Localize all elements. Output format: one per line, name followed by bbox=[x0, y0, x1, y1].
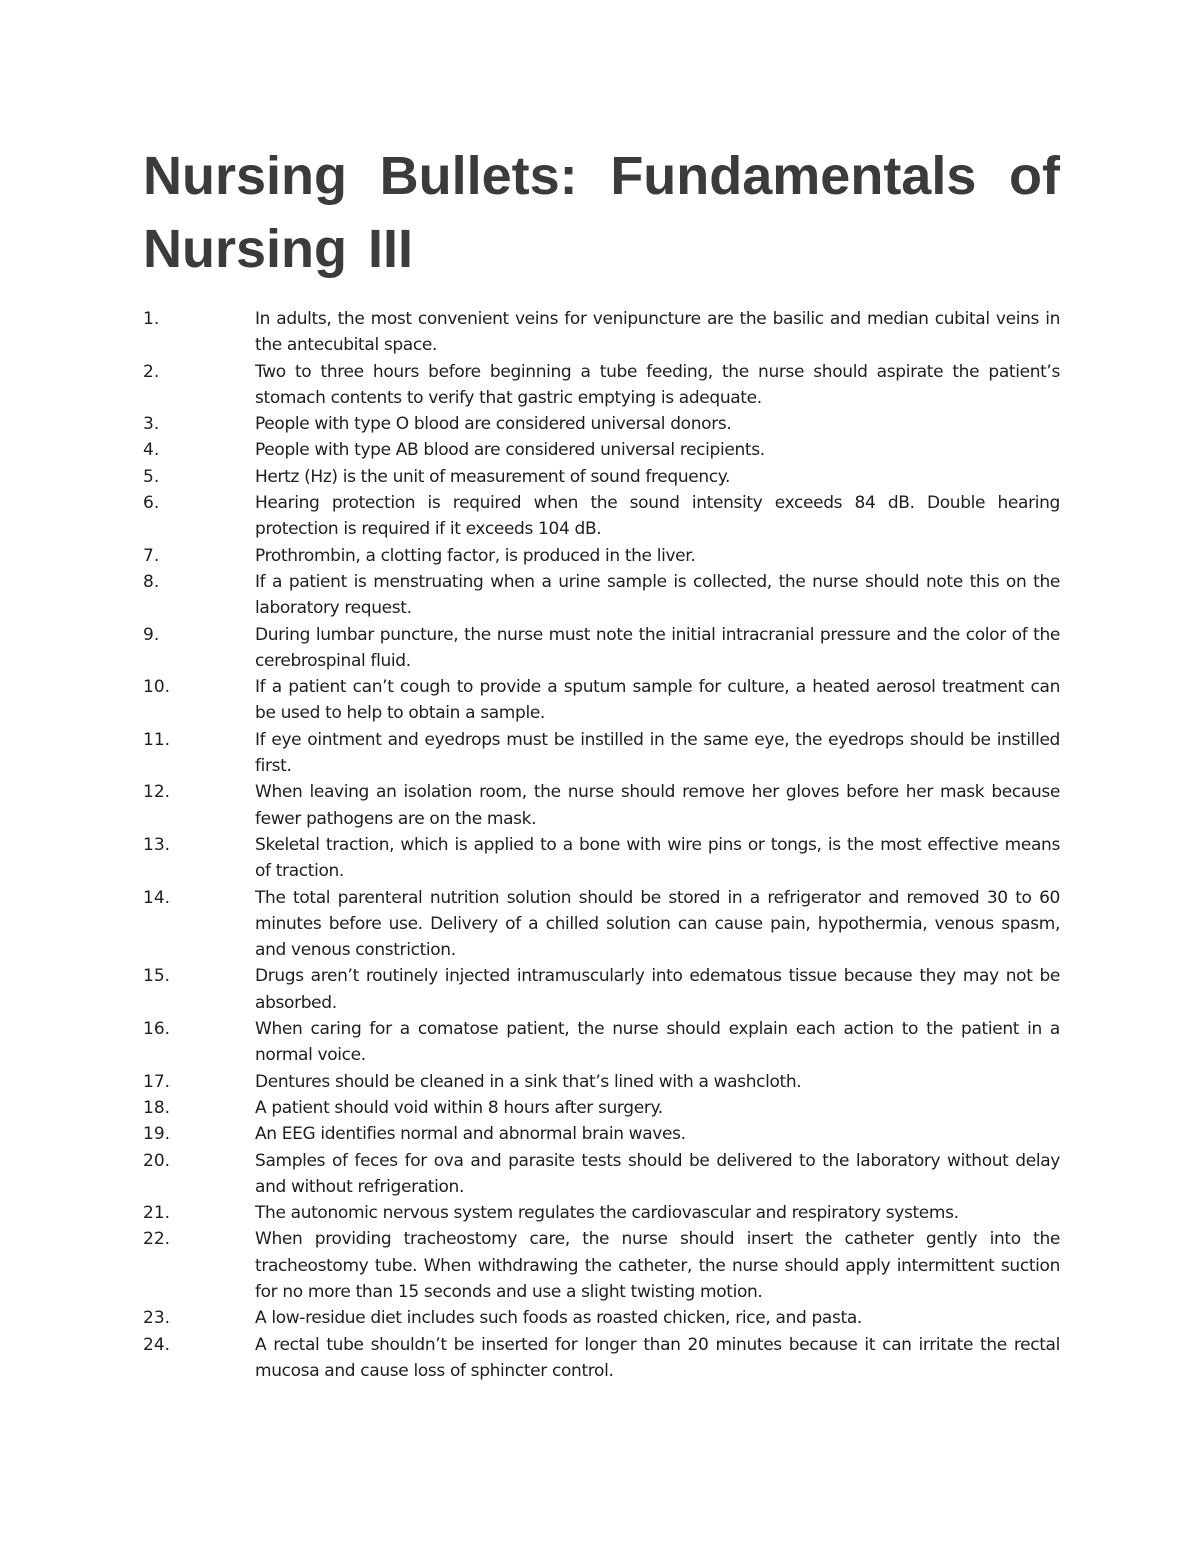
list-item-text: Hearing protection is required when the sound intensity exceeds 84 dB. Double hearing protection is required if it exceeds 104 dB. bbox=[255, 493, 1060, 540]
list-item-number: 19. bbox=[143, 1124, 171, 1145]
list-item-number: 5. bbox=[143, 466, 160, 487]
list-item-number: 8. bbox=[143, 571, 160, 592]
list-item-number: 1. bbox=[143, 309, 160, 329]
list-item-number: 4. bbox=[143, 440, 160, 461]
list-item-text: When leaving an isolation room, the nurse should remove her gloves before her mask because fewer pathogens are on the mask. bbox=[255, 782, 1060, 829]
list-item-text: A rectal tube shouldn’t be inserted for longer than 20 minutes because it can irritate the rectal mucosa and cause loss of sphincter control. bbox=[255, 1334, 1060, 1381]
list-item-number: 13. bbox=[143, 834, 171, 855]
list-item-text: During lumbar puncture, the nurse must note the initial intracranial pressure and the color of the cerebrospinal fluid. bbox=[255, 624, 1060, 671]
list-item-text: Two to three hours before beginning a tube feeding, the nurse should aspirate the patient’s stomach contents to verify that gastric emptying is adequate. bbox=[255, 361, 1060, 408]
list-item bbox=[143, 543, 1060, 569]
list-item-text: Skeletal traction, which is applied to a bone with wire pins or tongs, is the most effective means of traction. bbox=[255, 834, 1060, 882]
list-item bbox=[143, 963, 1060, 1016]
list-item bbox=[143, 1200, 1060, 1226]
list-item-text: When caring for a comatose patient, the nurse should explain each action to the patient in a normal voice. bbox=[255, 1019, 1060, 1066]
list-item-text: A patient should void within 8 hours after surgery. bbox=[255, 1097, 663, 1118]
list-item bbox=[143, 1332, 1060, 1385]
list-item-text: Prothrombin, a clotting factor, is produced in the liver. bbox=[255, 545, 696, 566]
list-item bbox=[143, 306, 1060, 359]
list-item bbox=[143, 1121, 1060, 1147]
list-item-text: If a patient is menstruating when a urine sample is collected, the nurse should note this on the laboratory request. bbox=[255, 571, 1060, 619]
list-item bbox=[143, 411, 1060, 437]
list-item-text: The total parenteral nutrition solution should be stored in a refrigerator and removed 30 to 60 minutes before use. Delivery of a chilled solution can cause pain, hypothermia, venous spasm, and venous constriction. bbox=[255, 887, 1060, 961]
list-item-text: Drugs aren’t routinely injected intramuscularly into edematous tissue because they may not be absorbed. bbox=[255, 966, 1060, 1013]
list-item bbox=[143, 359, 1060, 412]
list-item-number: 14. bbox=[143, 887, 171, 908]
list-item bbox=[143, 1226, 1060, 1305]
list-item bbox=[143, 779, 1060, 832]
list-item-number: 21. bbox=[143, 1203, 171, 1224]
list-item-number: 17. bbox=[143, 1071, 171, 1092]
list-item-number: 15. bbox=[143, 966, 171, 987]
list-item bbox=[143, 622, 1060, 675]
list-item-text: If a patient can’t cough to provide a sputum sample for culture, a heated aerosol treatment can be used to help to obtain a sample. bbox=[255, 677, 1060, 724]
list-item-text: A low-residue diet includes such foods as roasted chicken, rice, and pasta. bbox=[255, 1308, 862, 1329]
list-item-text: In adults, the most convenient veins for venipuncture are the basilic and median cubital veins in the antecubital space. bbox=[255, 309, 1060, 356]
list-item-number: 23. bbox=[143, 1308, 171, 1329]
list-item bbox=[143, 832, 1060, 885]
list-item-text: The autonomic nervous system regulates the cardiovascular and respiratory systems. bbox=[255, 1203, 959, 1224]
list-item bbox=[143, 1305, 1060, 1331]
list-item bbox=[143, 1148, 1060, 1201]
list-item bbox=[143, 437, 1060, 463]
list-item bbox=[143, 1016, 1060, 1069]
list-item bbox=[143, 885, 1060, 964]
list-item-number: 22. bbox=[143, 1229, 171, 1250]
list-item bbox=[143, 674, 1060, 727]
list-item bbox=[143, 569, 1060, 622]
list-item-number: 3. bbox=[143, 414, 160, 435]
list-item-number: 11. bbox=[143, 729, 171, 750]
list-item-number: 9. bbox=[143, 624, 160, 645]
list-item-number: 16. bbox=[143, 1019, 171, 1040]
list-item-number: 12. bbox=[143, 782, 171, 803]
bullet-list bbox=[143, 306, 1060, 1384]
list-item-number: 20. bbox=[143, 1150, 171, 1171]
document-page bbox=[143, 140, 1060, 1384]
list-item bbox=[143, 464, 1060, 490]
list-item bbox=[143, 490, 1060, 543]
list-item bbox=[143, 1095, 1060, 1121]
list-item-number: 6. bbox=[143, 493, 160, 514]
list-item-number: 7. bbox=[143, 545, 160, 566]
list-item-text: If eye ointment and eyedrops must be instilled in the same eye, the eyedrops should be instilled first. bbox=[255, 729, 1060, 777]
list-item-text: An EEG identifies normal and abnormal brain waves. bbox=[255, 1124, 686, 1145]
list-item-number: 10. bbox=[143, 677, 171, 698]
list-item-text: Samples of feces for ova and parasite tests should be delivered to the laboratory without delay and without refrigeration. bbox=[255, 1150, 1060, 1197]
list-item-text: Dentures should be cleaned in a sink that’s lined with a washcloth. bbox=[255, 1071, 802, 1092]
list-item bbox=[143, 1069, 1060, 1095]
list-item-number: 18. bbox=[143, 1097, 171, 1118]
list-item-text: Hertz (Hz) is the unit of measurement of sound frequency. bbox=[255, 466, 731, 487]
list-item-text: People with type AB blood are considered universal recipients. bbox=[255, 440, 765, 461]
list-item-text: People with type O blood are considered universal donors. bbox=[255, 414, 732, 435]
list-item-text: When providing tracheostomy care, the nurse should insert the catheter gently into the tracheostomy tube. When withdrawing the catheter, the nurse should apply intermittent suction for no more than 15 seconds and use a slight twisting motion. bbox=[255, 1229, 1060, 1302]
list-item-number: 24. bbox=[143, 1334, 171, 1355]
list-item-number: 2. bbox=[143, 361, 160, 382]
document-title: Nursing Bullets: Fundamentals of Nursing III bbox=[143, 146, 1060, 279]
list-item bbox=[143, 727, 1060, 780]
